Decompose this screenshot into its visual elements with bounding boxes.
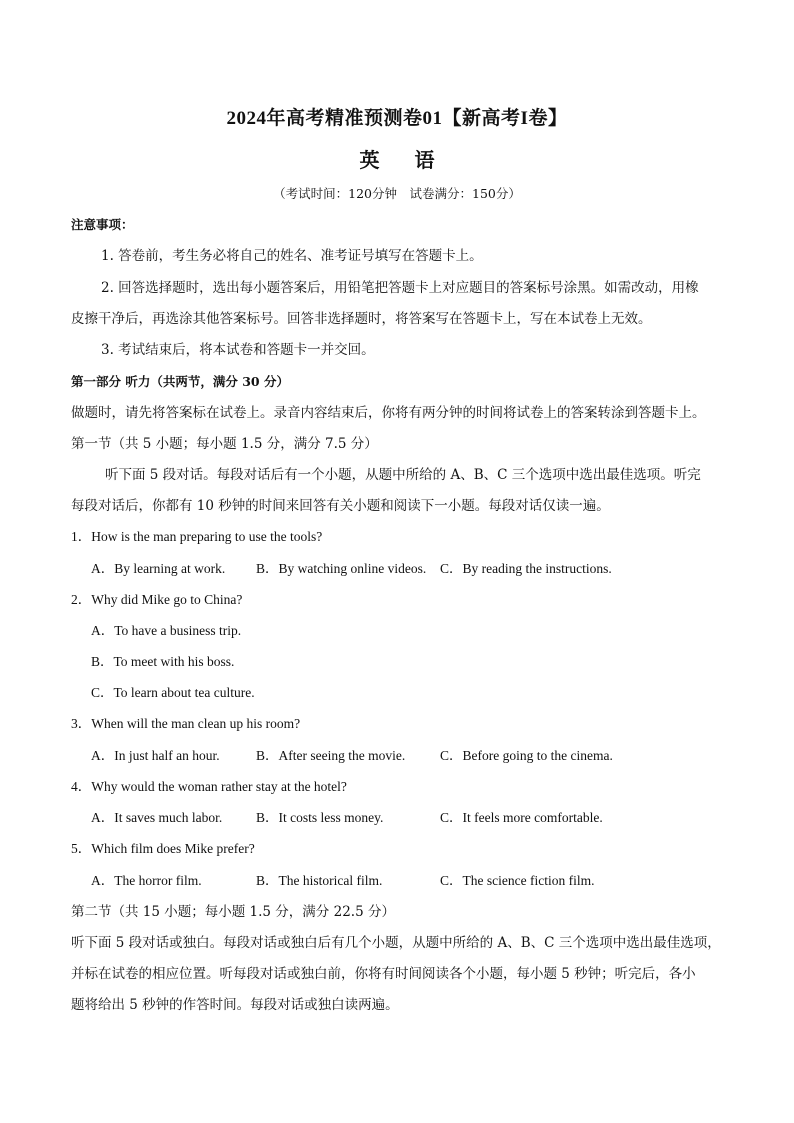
note-item-2-cont: 皮擦干净后，再选涂其他答案标号。回答非选择题时，将答案写在答题卡上，写在本试卷上无效。: [71, 311, 652, 327]
notes-heading: 注意事项：: [71, 217, 134, 232]
question-4-option-b[interactable]: B．It costs less money.: [256, 810, 384, 825]
section2-instruction-3: 题将给出 5 秒钟的作答时间。每段对话或独白读两遍。: [71, 997, 399, 1013]
section1-instruction-2: 每段对话后，你都有 10 秒钟的时间来回答有关小题和阅读下一小题。每段对话仅读一遍。: [71, 498, 610, 514]
section1-heading: 第一节（共 5 小题；每小题 1.5 分，满分 7.5 分）: [71, 436, 378, 452]
question-4-option-c[interactable]: C．It feels more comfortable.: [440, 810, 603, 825]
exam-title: 2024年高考精准预测卷01【新高考I卷】: [226, 108, 568, 129]
question-2-option-a[interactable]: A．To have a business trip.: [91, 623, 242, 638]
question-1-option-c[interactable]: C．By reading the instructions.: [440, 561, 612, 576]
note-item-3: 3. 考试结束后，将本试卷和答题卡一并交回。: [101, 342, 375, 358]
question-3-option-a[interactable]: A．In just half an hour.: [91, 748, 220, 763]
question-2-stem: 2．Why did Mike go to China?: [71, 592, 243, 607]
question-3-stem: 3．When will the man clean up his room?: [71, 716, 301, 731]
question-5-option-b[interactable]: B．The historical film.: [256, 873, 383, 888]
question-4-option-a[interactable]: A．It saves much labor.: [91, 810, 223, 825]
section2-heading: 第二节（共 15 小题；每小题 1.5 分，满分 22.5 分）: [71, 904, 395, 920]
question-1-option-a[interactable]: A．By learning at work.: [91, 561, 226, 576]
question-3-option-b[interactable]: B．After seeing the movie.: [256, 748, 406, 763]
question-1-stem: 1．How is the man preparing to use the tools?: [71, 529, 323, 544]
subject-title: 英 语: [359, 148, 449, 172]
question-5-stem: 5．Which film does Mike prefer?: [71, 841, 255, 856]
question-5-option-c[interactable]: C．The science fiction film.: [440, 873, 595, 888]
question-5-option-a[interactable]: A．The horror film.: [91, 873, 202, 888]
question-2-option-c[interactable]: C．To learn about tea culture.: [91, 685, 255, 700]
part1-heading: 第一部分 听力（共两节，满分 30 分）: [71, 374, 289, 389]
section2-instruction-2: 并标在试卷的相应位置。听每段对话或独白前，你将有时间阅读各个小题，每小题 5 秒钟；听完后，各小: [71, 966, 696, 982]
part1-instruction: 做题时，请先将答案标在试卷上。录音内容结束后，你将有两分钟的时间将试卷上的答案转涂到答题卡上。: [71, 405, 706, 421]
note-item-1: 1. 答卷前，考生务必将自己的姓名、准考证号填写在答题卡上。: [101, 248, 483, 264]
question-2-option-b[interactable]: B．To meet with his boss.: [91, 654, 235, 669]
question-4-stem: 4．Why would the woman rather stay at the hotel?: [71, 779, 347, 794]
section1-instruction-1: 听下面 5 段对话。每段对话后有一个小题，从题中所给的 A、B、C 三个选项中选出最佳选项。听完: [105, 467, 701, 483]
section2-instruction-1: 听下面 5 段对话或独白。每段对话或独白后有几个小题，从题中所给的 A、B、C 三个选项中选出最佳选项，: [71, 935, 721, 951]
exam-info: （考试时间：120分钟 试卷满分：150分）: [273, 186, 521, 201]
question-1-option-b[interactable]: B．By watching online videos.: [256, 561, 427, 576]
note-item-2: 2. 回答选择题时，选出每小题答案后，用铅笔把答题卡上对应题目的答案标号涂黑。如需改动，用橡: [101, 280, 699, 296]
question-3-option-c[interactable]: C．Before going to the cinema.: [440, 748, 613, 763]
